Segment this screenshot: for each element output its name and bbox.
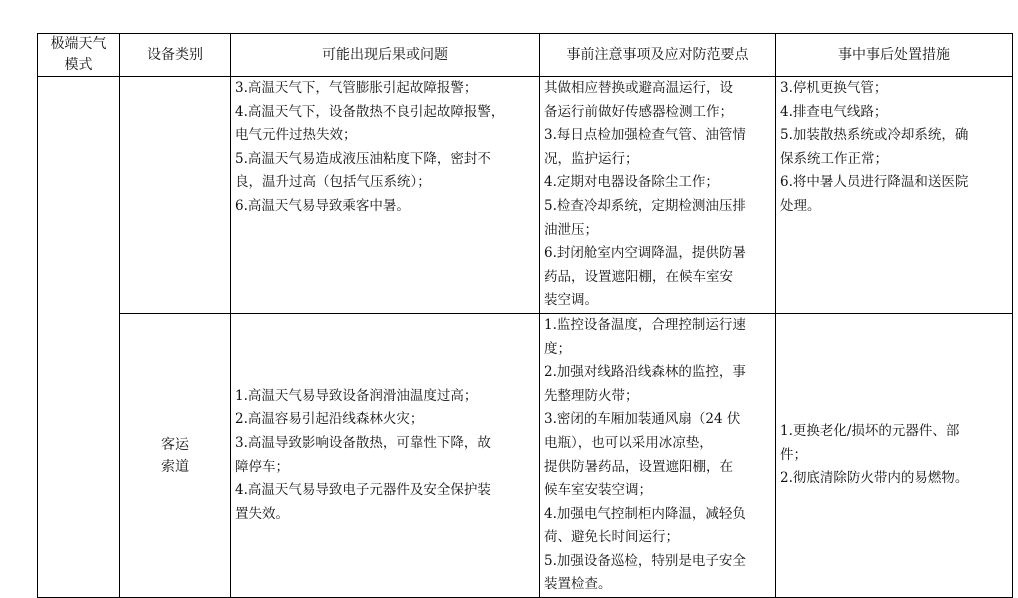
header-weather-mode-line2: 模式 — [64, 57, 93, 73]
text-line: 2.高温容易引起沿线森林火灾； — [235, 411, 424, 428]
text-line: 处理。 — [780, 197, 821, 214]
text-line: 2.加强对线路沿线森林的监控，事 — [544, 364, 746, 381]
text-line: 5.高温天气易造成液压油粘度下降，密封不 — [235, 150, 491, 167]
text-line: 障停车； — [235, 458, 289, 475]
text-line: 其做相应替换或避高温运行，设 — [544, 80, 733, 96]
text-line: 3.密闭的车厢加装通风扇（24 伏 — [544, 411, 741, 428]
text-line: 药品，设置遮阳棚，在候车室安 — [544, 268, 733, 285]
table-row — [38, 313, 1013, 597]
text-line: 保系统工作正常； — [780, 150, 888, 167]
measures-cell — [776, 77, 1013, 314]
category-cell — [120, 77, 231, 314]
text-line: 装置检查。 — [544, 576, 612, 593]
extreme-weather-table — [37, 33, 1013, 598]
text-line: 装空调。 — [544, 292, 598, 309]
text-line: 4.排查电气线路； — [780, 103, 888, 120]
text-line: 5.加强设备巡检，特别是电子安全 — [544, 552, 746, 569]
text-line: 1.更换老化/损坏的元器件、部 — [780, 423, 960, 440]
text-line: 置失效。 — [235, 505, 289, 522]
text-line: 件； — [780, 446, 807, 463]
header-weather-mode — [38, 34, 120, 77]
text-line: 6.封闭舱室内空调降温，提供防暑 — [544, 245, 746, 262]
text-line: 1.监控设备温度，合理控制运行速 — [544, 316, 746, 333]
consequences-cell — [231, 313, 540, 597]
table-row — [38, 77, 1013, 314]
consequences-cell — [231, 77, 540, 314]
text-line: 电瓶），也可以采用冰凉垫， — [544, 434, 713, 451]
precautions-cell — [540, 77, 776, 314]
text-line: 荷、避免长时间运行； — [544, 529, 679, 546]
text-line: 1.高温天气易导致设备润滑油温度过高； — [235, 387, 478, 404]
text-line: 候车室安装空调； — [544, 482, 652, 499]
text-line: 3.停机更换气管； — [780, 80, 888, 96]
header-precautions: 事前注意事项及应对防范要点 — [540, 34, 776, 77]
text-line: 6.将中暑人员进行降温和送医院 — [780, 174, 969, 191]
text-line: 提供防暑药品，设置遮阳棚，在 — [544, 458, 733, 475]
text-line: 备运行前做好传感器检测工作； — [544, 103, 733, 120]
text-line: 5.加装散热系统或冷却系统，确 — [780, 127, 969, 144]
text-line: 6.高温天气易导致乘客中暑。 — [235, 197, 410, 214]
text-line: 3.高温导致影响设备散热，可靠性下降，故 — [235, 434, 491, 451]
text-line: 3.每日点检加强检查气管、油管情 — [544, 127, 746, 144]
category-cell-ropeway — [120, 313, 231, 597]
category-line: 客运 — [161, 436, 189, 453]
text-line: 5.检查冷却系统，定期检测油压排 — [544, 197, 746, 214]
text-line: 电气元件过热失效； — [235, 127, 357, 144]
text-line: 3.高温天气下，气管膨胀引起故障报警； — [235, 80, 478, 96]
text-line: 4.高温天气下，设备散热不良引起故障报警， — [235, 103, 505, 120]
measures-cell — [776, 313, 1013, 597]
header-row — [38, 34, 1013, 77]
text-line: 4.加强电气控制柜内降温，减轻负 — [544, 505, 746, 522]
text-line: 先整理防火带； — [544, 387, 639, 404]
text-line: 2.彻底清除防火带内的易燃物。 — [780, 470, 969, 487]
header-measures: 事中事后处置措施 — [776, 34, 1013, 77]
text-line: 4.定期对电器设备除尘工作； — [544, 174, 719, 191]
header-equipment-category: 设备类别 — [120, 34, 231, 77]
header-weather-mode-line1: 极端天气 — [50, 36, 107, 52]
weather-mode-cell — [38, 77, 120, 598]
text-line: 良，温升过高（包括气压系统）； — [235, 174, 431, 191]
text-line: 况，监护运行； — [544, 150, 639, 167]
text-line: 油泄压； — [544, 221, 598, 238]
header-consequences: 可能出现后果或问题 — [231, 34, 540, 77]
category-line: 索道 — [161, 458, 189, 475]
text-line: 4.高温天气易导致电子元器件及安全保护装 — [235, 482, 491, 499]
precautions-cell — [540, 313, 776, 597]
text-line: 度； — [544, 340, 571, 357]
